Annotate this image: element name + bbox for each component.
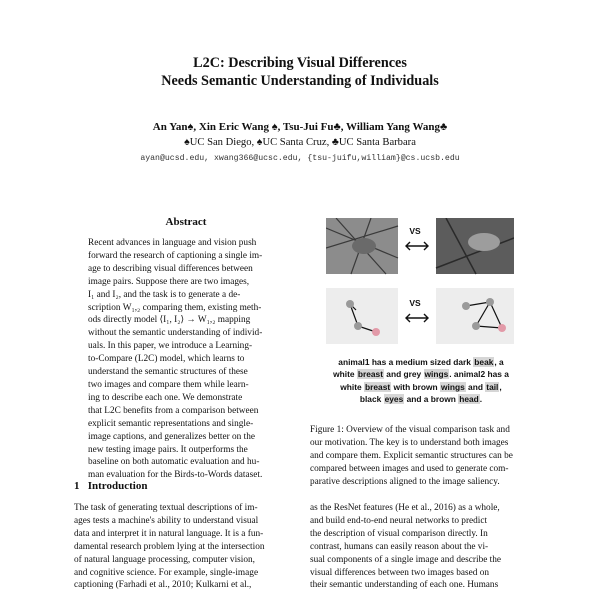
graph-node [486,298,494,306]
graph-node [372,328,380,336]
intro-left-column [74,502,296,592]
graph-node [346,300,354,308]
abstract-line: image captions, and generalizes better on the [88,431,256,442]
figure-description: animal1 has a medium sized dark beak, a white breast and grey wings. animal2 has a white breast with brown wings and tail, black eyes and a brown head. [333,357,509,405]
section-title: Introduction [87,480,148,492]
abstract-line: baseline on both automatic evaluation and hu- [88,457,260,468]
intro-line: contrast, humans can easily reason about the vi- [310,541,489,552]
intro-line: as the ResNet features (He et al., 2016) as a whole, [310,503,500,513]
semantic-graphs [326,288,514,346]
abstract-line: that L2C benefits from a comparison between [88,405,259,416]
section-heading [74,480,147,492]
abstract-line: understand the semantic structures of these [88,367,248,378]
graph-node [462,302,470,310]
vs-label-1: VS [409,226,421,236]
intro-line: of natural language processing, computer vision, [74,554,255,565]
bird-2 [468,233,500,251]
intro-line: their semantic understanding of each one. Humans [310,580,499,591]
caption-line: compared between images and used to generate com- [310,463,509,474]
paper-title-line-2: Needs Semantic Understanding of Individuals [161,73,439,89]
abstract-line: ods directly model ⟨I₁, I₂⟩ → W₁,₂ mapping [88,315,251,326]
abstract-line: I₁ and I₂, and the task is to generate a de- [88,289,241,300]
abstract-body [88,237,284,482]
intro-line: visual differences between two images based on [310,567,489,578]
intro-line: ages tests a machine's ability to understand visual [74,515,259,526]
graph-panel-1 [326,288,398,344]
abstract-line: ing to describe each one. We demonstrate [88,392,243,403]
abstract-line: explicit semantic representations and single- [88,418,254,429]
intro-line: data and interpret it in natural language. It is a fun- [74,528,264,539]
caption-line: and compare them. Explicit semantic structures can be [310,450,513,461]
caption-line: Figure 1: Overview of the visual comparison task and [310,425,510,435]
compare-arrow-icon [406,314,428,322]
intro-right-column [310,502,532,592]
abstract-line: uals. In this paper, we introduce a Learning- [88,341,253,352]
intro-line: captioning (Farhadi et al., 2010; Kulkarni et al., [74,580,252,591]
intro-line: damental research problem lying at the intersection [74,541,265,552]
abstract-line: to-Compare (L2C) model, which learns to [88,354,245,365]
paper-title-line-1: L2C: Describing Visual Differences [193,55,407,71]
abstract-line: two images and compare them while learn- [88,379,249,390]
graph-panel-2 [436,288,514,344]
graph-node [498,324,506,332]
figure-graph-row [326,288,514,346]
abstract-line: without the semantic understanding of individ- [88,328,263,339]
author-list: An Yan♠, Xin Eric Wang ♠, Tsu-Jui Fu♣, William Yang Wang♣ [152,121,448,133]
figure-caption [310,424,532,489]
vs-label-2: VS [409,298,421,308]
caption-line: parative descriptions aligned to the image saliency. [310,476,500,487]
bird-1 [352,238,376,254]
abstract-line: age to describing visual differences between [88,263,253,274]
intro-line: and build end-to-end neural networks to predict [310,515,488,526]
graph-node [354,322,362,330]
abstract-line: scription W₁,₂ comparing them, existing meth- [88,302,262,313]
abstract-line: Recent advances in language and vision push [88,238,257,248]
intro-line: The task of generating textual descriptions of im- [74,503,258,513]
abstract-line: forward the research of captioning a single im- [88,250,263,261]
abstract-heading: Abstract [165,216,207,228]
section-number: 1 [74,480,80,492]
abstract-line: new testing image pairs. It outperforms the [88,444,248,455]
caption-line: our motivation. The key is to understand both images [310,437,509,448]
intro-line: sual components of a single image and describe the [310,554,502,565]
abstract-line: image pairs. Suppose there are two images, [88,276,250,287]
intro-line: and cognitive science. For example, single-image [74,567,259,578]
affiliations: ♠UC San Diego, ♠UC Santa Cruz, ♣UC Santa Barbara [184,137,416,148]
intro-line: the description of visual comparison directly. In [310,528,488,539]
author-emails: ayan@ucsd.edu, xwang366@ucsc.edu, {tsu-juifu,william}@cs.ucsb.edu [140,154,460,163]
graph-node [472,322,480,330]
compare-arrow-icon [406,242,428,250]
abstract-line: man evaluation for the Birds-to-Words dataset. [88,470,263,481]
